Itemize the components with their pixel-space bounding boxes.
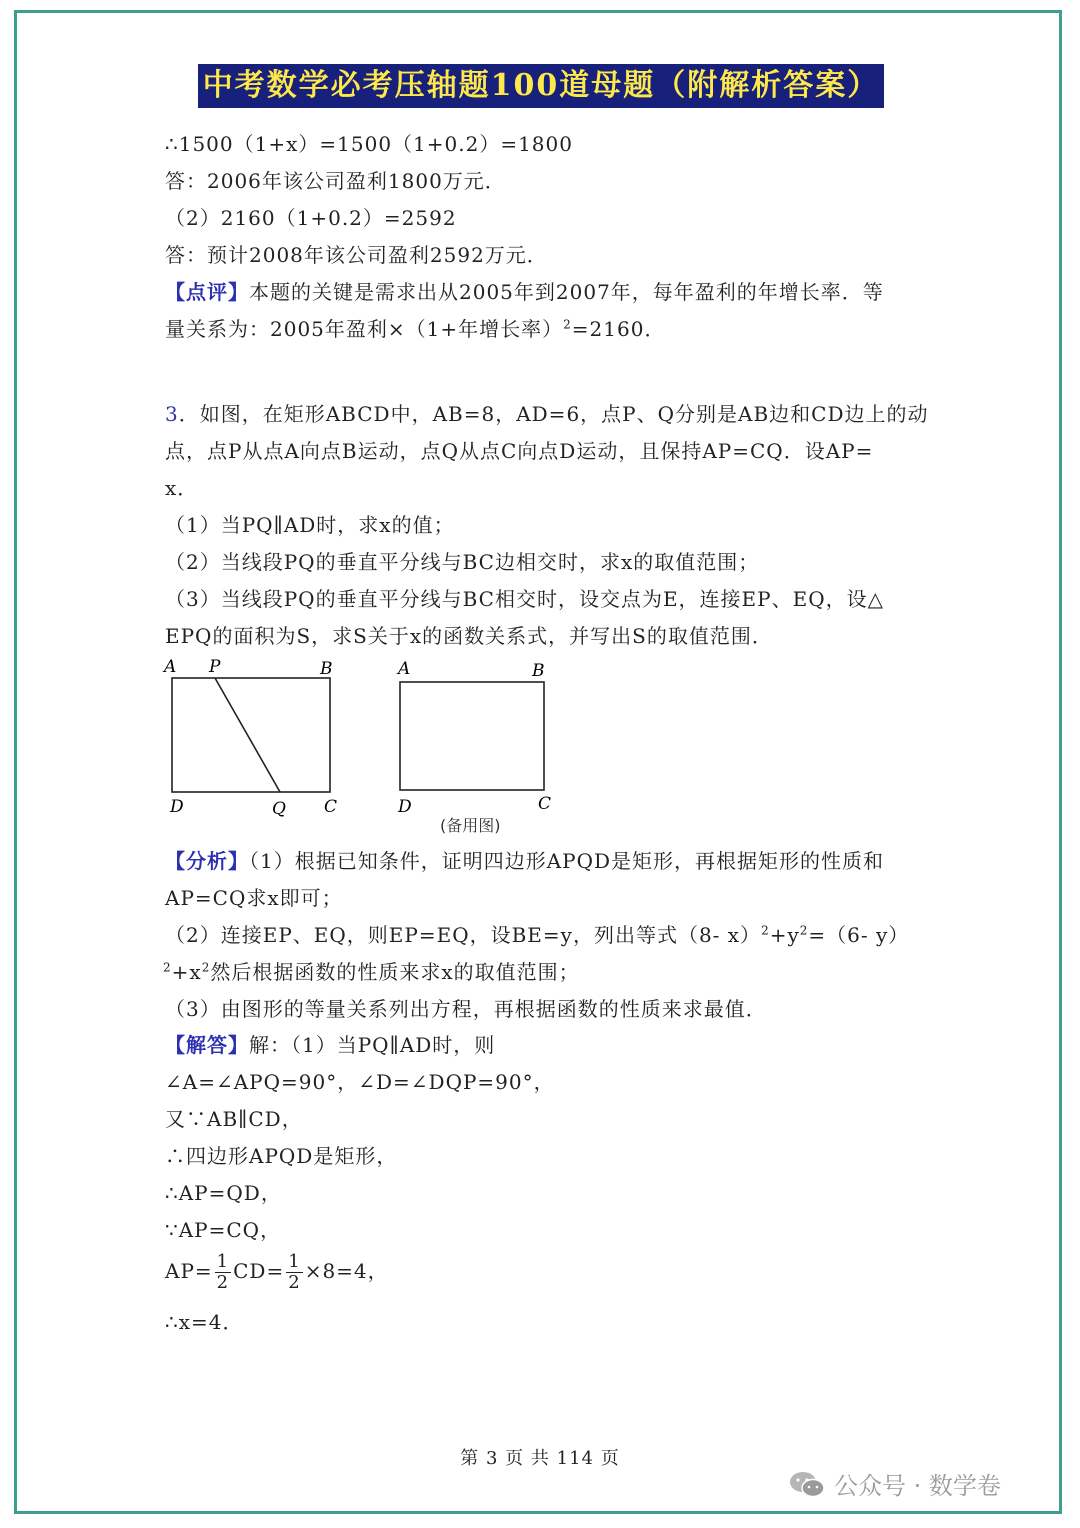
comment-tag: 【点评】	[165, 280, 249, 304]
answer-line-7	[165, 1252, 389, 1293]
question-part-2: （2）当线段PQ的垂直平分线与BC边相交时，求x的取值范围；	[165, 550, 760, 574]
analysis-sup-1: 2	[761, 923, 770, 938]
spare-label-c: C	[538, 794, 552, 814]
analysis-text-4-end: 然后根据函数的性质来求x的取值范围；	[210, 960, 580, 984]
fraction-denominator-1: 2	[216, 1272, 230, 1293]
fraction-denominator-2: 2	[288, 1272, 301, 1293]
answer-text-7b: CD=	[233, 1259, 285, 1283]
analysis-line-4	[163, 958, 580, 986]
label-d: D	[170, 797, 184, 817]
analysis-text-1: （1）根据已知条件，证明四边形APQD是矩形，再根据矩形的性质和	[249, 849, 885, 873]
label-a: A	[164, 657, 177, 677]
page-number: 第 3 页 共 114 页	[460, 1448, 620, 1469]
question-text-1: ．如图，在矩形ABCD中，AB=8，AD=6，点P、Q分别是AB边和CD边上的动	[178, 402, 929, 426]
fraction-half-1	[215, 1252, 231, 1293]
question-part-3-cont: EPQ的面积为S，求S关于x的函数关系式，并写出S的取值范围．	[165, 624, 773, 648]
label-p: P	[209, 657, 221, 677]
text-line-4: 答：预计2008年该公司盈利2592万元．	[165, 243, 548, 267]
fraction-numerator-2: 1	[288, 1251, 301, 1272]
comment-text-1: 本题的关键是需求出从2005年到2007年，每年盈利的年增长率．等	[249, 280, 884, 304]
fraction-numerator-1: 1	[216, 1251, 230, 1272]
spare-label-a: A	[398, 659, 411, 679]
answer-text-7c: ×8=4，	[304, 1259, 389, 1283]
analysis-text-3-mid: +y	[769, 923, 800, 947]
analysis-text-4-mid: +x	[171, 960, 202, 984]
label-c: C	[324, 797, 338, 817]
spare-label-b: B	[532, 661, 545, 681]
question-line-3: x．	[165, 476, 199, 500]
analysis-tag: 【分析】	[165, 849, 249, 873]
text-line-3: （2）2160（1+0.2）=2592	[165, 206, 457, 230]
text-line-1: ∴1500（1+x）=1500（1+0.2）=1800	[165, 132, 573, 156]
answer-line-3: 又∵AB∥CD，	[165, 1107, 303, 1131]
page-title: 中考数学必考压轴题100道母题（附解析答案）	[198, 64, 884, 108]
analysis-line-1	[165, 847, 884, 875]
analysis-sup-3: 2	[163, 960, 172, 975]
analysis-line-3	[165, 921, 909, 949]
answer-text-7a: AP=	[165, 1259, 213, 1283]
label-q: Q	[272, 799, 286, 819]
question-part-1: （1）当PQ∥AD时，求x的值；	[165, 513, 455, 537]
watermark-text: 公众号 · 数学卷	[834, 1472, 1001, 1500]
question-line-2: 点，点P从点A向点B运动，点Q从点C向点D运动，且保持AP=CQ．设AP=	[165, 439, 874, 463]
comment-line-2	[165, 315, 665, 343]
segment-pq	[215, 678, 280, 792]
spare-label-d: D	[398, 797, 412, 817]
question-part-3: （3）当线段PQ的垂直平分线与BC相交时，设交点为E，连接EP、EQ，设△	[165, 587, 884, 611]
answer-line-1	[165, 1031, 495, 1059]
analysis-line-2: AP=CQ求x即可；	[165, 886, 343, 910]
answer-text-1: 解：（1）当PQ∥AD时，则	[249, 1033, 496, 1057]
analysis-text-3-end: =（6- y）	[808, 923, 910, 947]
label-b: B	[320, 659, 333, 679]
comment-text-2: 量关系为：2005年盈利×（1+年增长率）	[165, 317, 564, 341]
answer-line-6: ∵AP=CQ，	[165, 1218, 282, 1242]
analysis-text-3: （2）连接EP、EQ，则EP=EQ，设BE=y，列出等式（8- x）	[165, 923, 762, 947]
spare-rectangle	[400, 682, 544, 790]
comment-superscript: 2	[563, 317, 572, 332]
analysis-line-5: （3）由图形的等量关系列出方程，再根据函数的性质来求最值．	[165, 997, 767, 1021]
answer-line-8: ∴x=4．	[165, 1310, 244, 1334]
text-line-2: 答：2006年该公司盈利1800万元．	[165, 169, 506, 193]
answer-line-2: ∠A=∠APQ=90°，∠D=∠DQP=90°，	[165, 1070, 555, 1094]
rectangle-figure-main	[160, 654, 350, 824]
wechat-icon	[788, 1469, 826, 1499]
rectangle-figure-spare	[390, 654, 570, 844]
analysis-sup-4: 2	[201, 960, 211, 975]
answer-line-5: ∴AP=QD，	[165, 1181, 282, 1205]
rectangle-abcd	[172, 678, 330, 792]
answer-tag: 【解答】	[165, 1033, 249, 1057]
comment-text-2-end: =2160．	[571, 317, 666, 341]
question-number: 3	[165, 402, 179, 426]
fraction-half-2	[286, 1252, 302, 1293]
watermark	[788, 1466, 1001, 1501]
question-line-1	[165, 400, 929, 428]
spare-figure-caption: (备用图)	[440, 816, 501, 835]
analysis-sup-2: 2	[799, 923, 809, 938]
comment-line-1	[165, 278, 884, 306]
answer-line-4: ∴四边形APQD是矩形，	[165, 1144, 398, 1168]
